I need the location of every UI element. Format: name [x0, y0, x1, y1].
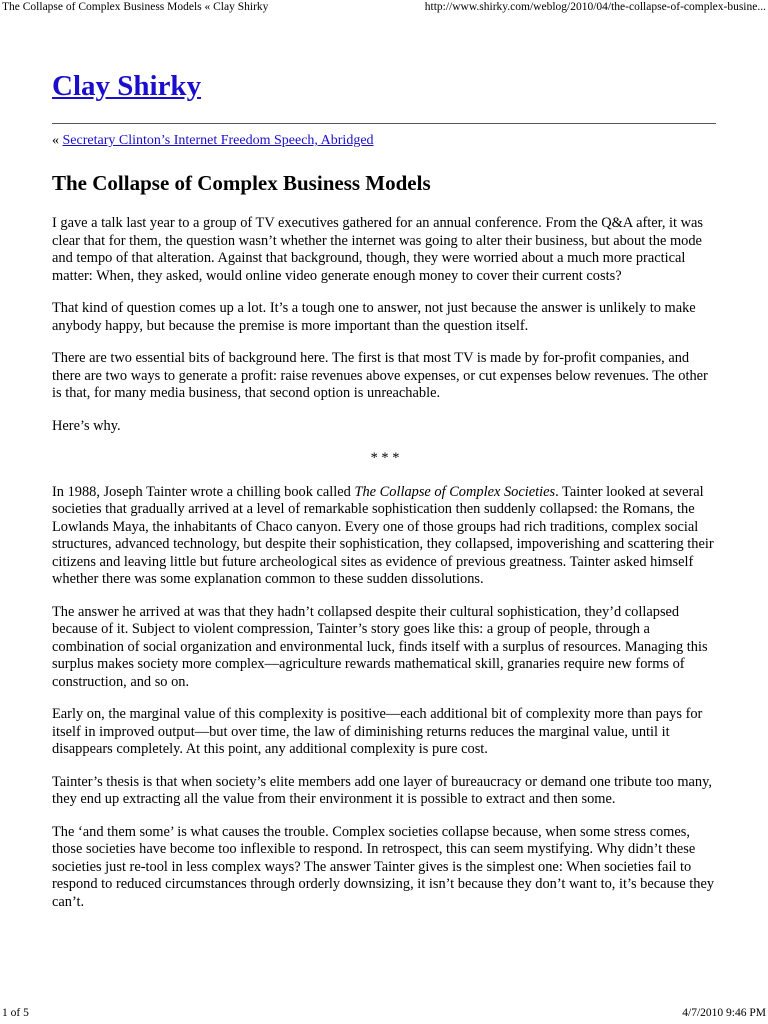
print-footer	[0, 1006, 768, 1022]
print-header	[0, 0, 768, 16]
paragraph-text: . Tainter looked at several societies that gradually arrived at a level of remarkable sophistication then suddenly collapsed: the Romans, the Lowlands Maya, the inhabitants of Chaco canyon. Every one of those groups had rich traditions, complex social structures, advanced technology, but despite their sophistication, they collapsed, impoverishing and scattering their citizens and leaving little but future archeological sites as evidence of previous greatness. Tainter asked himself whether there was some explanation common to these sudden dissolutions.	[52, 483, 714, 587]
previous-post-link[interactable]: Secretary Clinton’s Internet Freedom Speech, Abridged	[62, 133, 374, 148]
paragraph	[52, 484, 718, 589]
page-number: 1 of 5	[2, 1007, 29, 1019]
paragraph: That kind of question comes up a lot. It’s a tough one to answer, not just because the answer is unlikely to make anybody happy, but because the premise is more important than the question itself.	[52, 300, 696, 334]
paragraph: Tainter’s thesis is that when society’s elite members add one layer of bureaucracy or demand one tribute too many, they end up extracting all the value from their environment it is possible to extract and then some.	[52, 773, 712, 807]
post-title: The Collapse of Complex Business Models	[52, 171, 431, 195]
paragraph: Early on, the marginal value of this complexity is positive—each additional bit of complexity more than pays for itself in improved output—but over time, the law of diminishing returns reduces the marginal value, until it disappears completely. At this point, any additional complexity is pure cost.	[52, 706, 703, 757]
paragraph: The ‘and them some’ is what causes the trouble. Complex societies collapse because, when some stress comes, those societies have become too inflexible to respond. In retrospect, this can seem mystifying. Why didn’t these societies just re-tool in less complex ways? The answer Tainter gives is the simplest one: When societies fail to respond to reduced circumstances through orderly downsizing, it isn’t because they don’t want to, it’s because they can’t.	[52, 823, 715, 910]
site-title-link[interactable]: Clay Shirky	[52, 70, 202, 102]
previous-post-nav	[52, 132, 718, 150]
header-divider	[52, 123, 716, 124]
print-page-title: The Collapse of Complex Business Models « Clay Shirky	[2, 1, 269, 13]
post-body	[52, 215, 718, 911]
site-title	[52, 64, 718, 108]
print-url: http://www.shirky.com/weblog/2010/04/the-collapse-of-complex-busine...	[424, 1, 766, 13]
paragraph: I gave a talk last year to a group of TV executives gathered for an annual conference. From the Q&A after, it was clear that for them, the question wasn’t whether the internet was going to alter their business, but about the mode and tempo of that alteration. Against that background, though, they were worried about a much more practical matter: When, they asked, would online video generate enough money to cover their current costs?	[52, 215, 704, 284]
paragraph: The answer he arrived at was that they hadn’t collapsed despite their cultural sophistication, they’d collapsed because of it. Subject to violent compression, Tainter’s story goes like this: a group of people, through a combination of social organization and environmental luck, finds itself with a surplus of resources. Managing this surplus makes society more complex—agriculture rewards mathematical skill, granaries require new forms of construction, and so on.	[52, 603, 708, 690]
print-timestamp: 4/7/2010 9:46 PM	[682, 1007, 766, 1019]
section-separator: * * *	[370, 450, 400, 466]
previous-post-marker: «	[52, 133, 59, 148]
paragraph: Here’s why.	[52, 417, 121, 434]
book-title: The Collapse of Complex Societies	[354, 483, 556, 500]
paragraph-text: In 1988, Joseph Tainter wrote a chilling book called	[52, 483, 355, 500]
paragraph: There are two essential bits of background here. The first is that most TV is made by for-profit companies, and there are two ways to generate a profit: raise revenues above expenses, or cut expenses below revenues. The other is that, for many media business, that second option is unreachable.	[52, 350, 708, 401]
main-content	[52, 64, 718, 926]
